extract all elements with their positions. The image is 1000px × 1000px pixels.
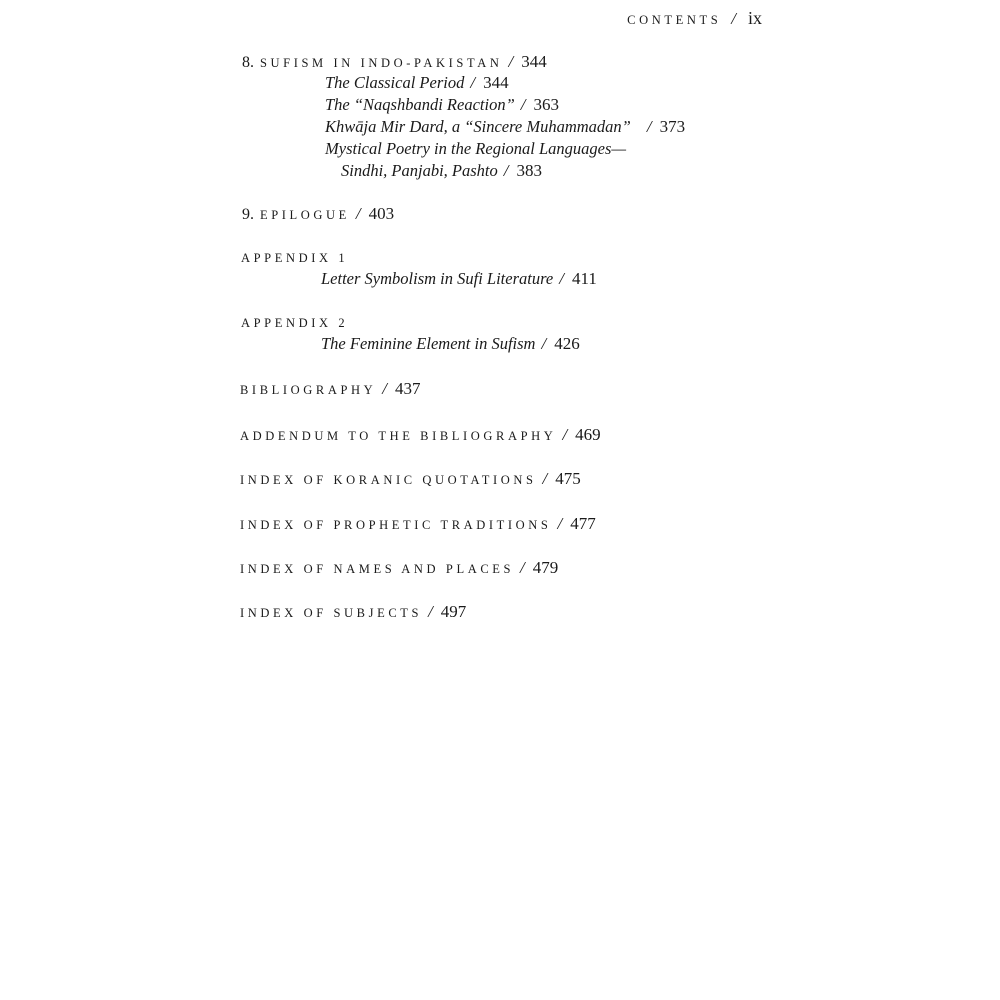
toc-subentry[interactable]: [325, 73, 509, 93]
page-number: 437: [395, 379, 421, 398]
page-number: 363: [533, 95, 559, 114]
subentry-title: Mystical Poetry in the Regional Languages—: [325, 139, 627, 158]
toc-entry-names-index[interactable]: [240, 558, 558, 578]
toc-subentry[interactable]: [325, 95, 559, 115]
separator: /: [428, 602, 433, 621]
page-number: 479: [532, 558, 559, 577]
toc-subentry[interactable]: [325, 117, 685, 137]
subentry-title: Sindhi, Panjabi, Pashto: [341, 161, 498, 180]
entry-title: INDEX OF KORANIC QUOTATIONS: [240, 473, 537, 487]
appendix-2-heading: APPENDIX 2: [241, 316, 349, 330]
page-number: 344: [483, 73, 509, 92]
subentry-title: The Feminine Element in Sufism: [321, 334, 536, 353]
running-head-label: CONTENTS: [627, 13, 722, 27]
toc-entry-appendix-2[interactable]: [321, 334, 580, 354]
subentry-title: The “Naqshbandi Reaction”: [325, 95, 515, 114]
chapter-title: SUFISM IN INDO-PAKISTAN: [260, 56, 503, 70]
chapter-number: 8.: [242, 54, 254, 71]
toc-subentry: [325, 139, 626, 159]
toc-subentry[interactable]: [341, 161, 542, 181]
entry-title: INDEX OF NAMES AND PLACES: [240, 562, 515, 576]
toc-entry-chapter-9[interactable]: [242, 204, 394, 224]
toc-entry-bibliography[interactable]: [240, 379, 421, 399]
separator: /: [470, 73, 476, 92]
toc-entry-addendum[interactable]: [240, 425, 601, 445]
separator: /: [541, 334, 547, 353]
page-number: 403: [368, 204, 395, 223]
toc-entry-koranic-index[interactable]: [240, 469, 581, 489]
subentry-title: Khwāja Mir Dard, a “Sincere Muhammadan”: [325, 117, 631, 136]
separator: /: [557, 514, 563, 533]
separator: /: [542, 469, 548, 488]
chapter-title: EPILOGUE: [260, 208, 350, 222]
page-number: 477: [570, 514, 596, 533]
page-number: 469: [575, 425, 601, 444]
page-number: 411: [571, 269, 597, 288]
appendix-1-heading: APPENDIX 1: [241, 251, 349, 265]
separator: /: [559, 269, 564, 288]
page-number: 373: [659, 117, 686, 136]
page-folio: ix: [747, 8, 762, 28]
page-number: 426: [554, 334, 580, 353]
page-number: 497: [440, 602, 467, 621]
separator: /: [562, 425, 568, 444]
subentry-title: The Classical Period: [325, 73, 465, 92]
page-number: 344: [521, 52, 547, 71]
separator: /: [520, 95, 526, 114]
running-head-separator: /: [731, 9, 738, 28]
entry-title: INDEX OF PROPHETIC TRADITIONS: [240, 518, 552, 532]
entry-title: INDEX OF SUBJECTS: [240, 606, 423, 620]
separator: /: [382, 379, 387, 398]
toc-entry-appendix-1[interactable]: [321, 269, 597, 289]
separator: /: [520, 558, 525, 577]
entry-title: BIBLIOGRAPHY: [240, 383, 377, 397]
page-number: 475: [555, 469, 581, 488]
subentry-title: Letter Symbolism in Sufi Literature: [321, 269, 554, 288]
toc-entry-prophetic-index[interactable]: [240, 514, 596, 534]
separator: /: [646, 117, 652, 136]
toc-entry-chapter-8[interactable]: [242, 52, 547, 72]
separator: /: [503, 161, 509, 180]
entry-title: ADDENDUM TO THE BIBLIOGRAPHY: [240, 429, 557, 443]
page-number: 383: [516, 161, 542, 180]
chapter-number: 9.: [242, 206, 254, 223]
separator: /: [508, 52, 514, 71]
toc-entry-subjects-index[interactable]: [240, 602, 466, 622]
running-head: [627, 8, 762, 29]
separator: /: [355, 204, 361, 223]
